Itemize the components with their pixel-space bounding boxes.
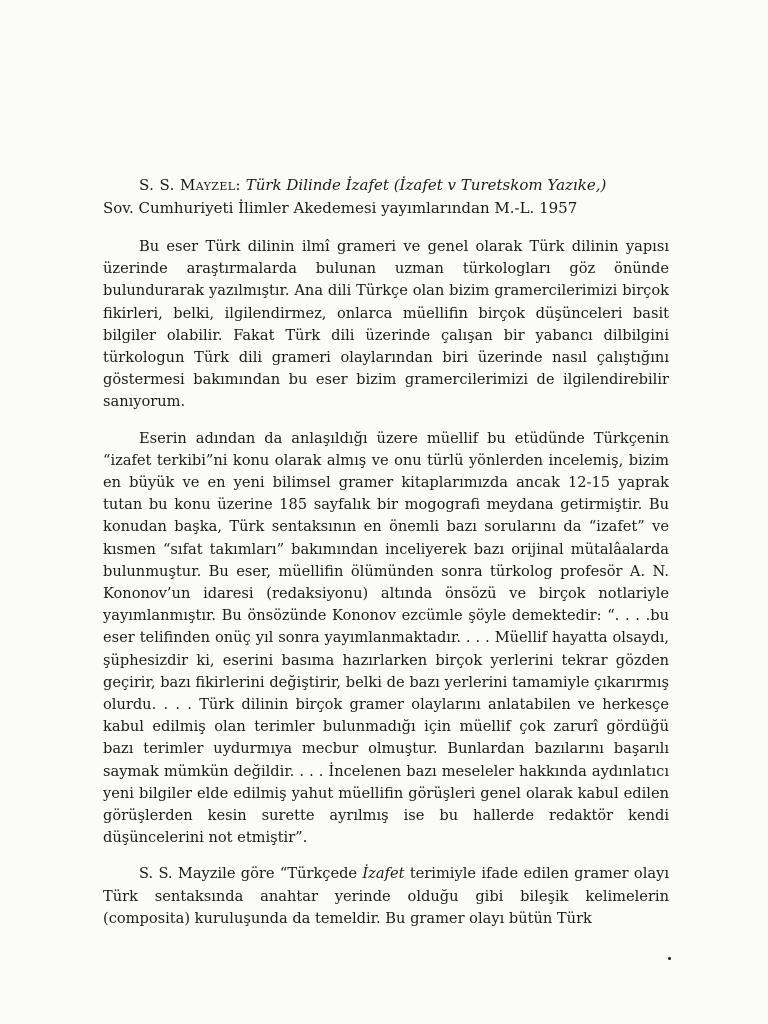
citation-author: S. S. Mayzel:: [139, 176, 241, 194]
paragraph-3-term: İzafet: [362, 865, 405, 883]
paragraph-3-start: S. S. Mayzile göre “Türkçede: [139, 865, 363, 883]
book-citation: [103, 174, 669, 220]
page-text: [103, 174, 669, 944]
paragraph-2: Eserin adından da anlaşıldığı üzere müellif bu etüdünde Türkçenin “izafet terkibi”ni konu olarak almış ve onu türlü yönlerden incelemiş, bizim en büyük ve en yeni bilimsel gramer kitaplarımızda ancak 12-15 yaprak tutan bu konu üzerine 185 sayfalık bir mogografi meydana getirmiştir. Bu konudan başka, Türk sentaksının en önemli bazı sorularını da “izafet” ve kısmen “sıfat takımları” bakımından inceliyerek bazı orijinal mütalâalarda bulunmuştur. Bu eser, müellifin ölümünden sonra türkolog profesör A. N. Kononov’un idaresi (redaksiyonu) altında önsözü ve birçok notlariyle yayımlanmıştır. Bu önsözünde Kononov ezcümle şöyle demektedir: “. . . .bu eser telifinden onüç yıl sonra yayımlanmaktadır. . . . Müellif hayatta olsaydı, şüphesizdir ki, eserini basıma hazırlarken birçok yerlerini tekrar gözden geçirir, bazı fikirlerini değiştirir, belki de bazı yerlerini tamamiyle çıkarırmış olurdu. . . . Türk dilinin birçok gramer olaylarını anlatabilen ve herkesçe kabul edilmiş olan terimler bulunmadığı için müellif çok zarurî gördüğü bazı terimler uydurmıya mecbur olmuştur. Bunlardan bazılarını başarılı saymak mümkün değildir. . . . İncelenen bazı meseleler hakkında aydınlatıcı yeni bilgiler elde edilmiş yahut müellifin görüşleri genel olarak kabul edilen görüşlerden kesin surette ayrılmış ise bu hallerde redaktör kendi düşüncelerini not etmiştir”.: [103, 429, 669, 847]
paragraph-3: [103, 863, 669, 930]
citation-publisher: Sov. Cumhuriyeti İlimler Akedemesi yayımlarından M.-L. 1957: [103, 199, 578, 217]
citation-title: Türk Dilinde İzafet (İzafet v Turetskom Yazıke,): [245, 176, 607, 194]
ink-speck: [668, 957, 671, 960]
paragraph-3-rest: terimiyle ifade edilen gramer olayı Türk sentaksında anahtar yerinde olduğu gibi bileşik kelimelerin (composita) kuruluşunda da temeldir. Bu gramer olayı bütün Türk: [103, 865, 670, 927]
paragraph-1: Bu eser Türk dilinin ilmî grameri ve genel olarak Türk dilinin yapısı üzerinde araştırmalarda bulunan uzman türkologları göz önünde bulundurarak yazılmıştır. Ana dili Türkçe olan bizim gramercilerimizi birçok fikirleri, belki, ilgilendirmez, onlarca müellifin birçok düşünceleri basit bilgiler olabilir. Fakat Türk dili üzerinde çalışan bir yabancı dilbilgini türkologun Türk dili grameri olaylarından biri üzerinde nasıl çalıştığını göstermesi bakımından bu eser bizim gramercilerimizi de ilgilendirebilir sanıyorum.: [103, 238, 669, 411]
citation-line-1: [103, 174, 669, 197]
